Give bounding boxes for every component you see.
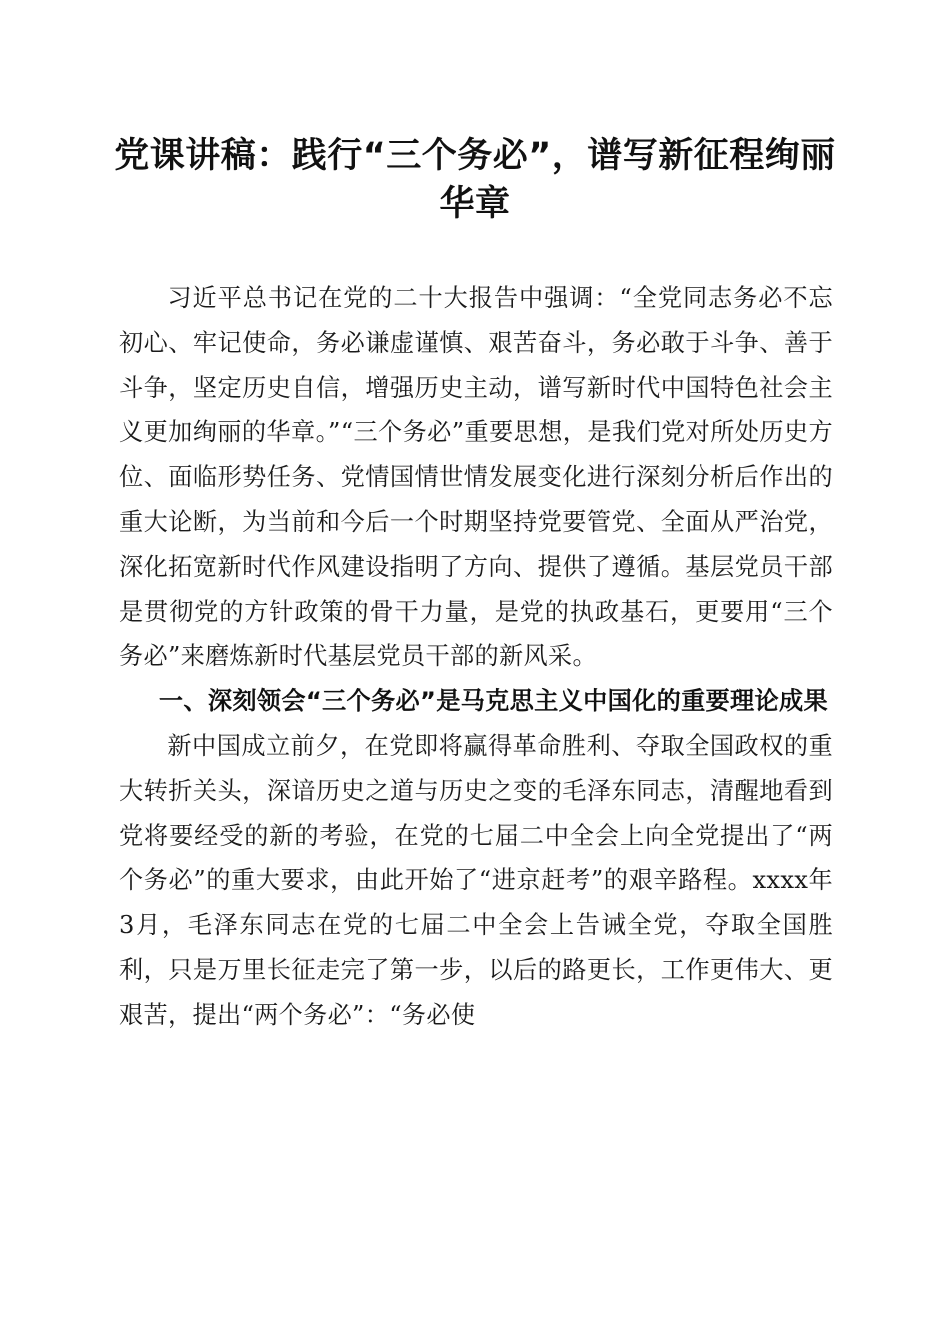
document-title: 党课讲稿：践行“三个务必”，谱写新征程绚丽华章 — [114, 136, 836, 224]
section-paragraph: 新中国成立前夕，在党即将赢得革命胜利、夺取全国政权的重大转折关头，深谙历史之道与历史之变的毛泽东同志，清醒地看到党将要经受的新的考验，在党的七届二中全会上向全党提出了“两个务必”的重大要求，由此开始了“进京赶考”的艰辛路程。xxxx年3月，毛泽东同志在党的七届二中全会上告诫全党，夺取全国胜利，只是万里长征走完了第一步，以后的路更长，工作更伟大、更艰苦，提出“两个务必”：“务必使 — [119, 731, 833, 1029]
intro-paragraph: 习近平总书记在党的二十大报告中强调：“全党同志务必不忘初心、牢记使命，务必谦虚谨慎、艰苦奋斗，务必敢于斗争、善于斗争，坚定历史自信，增强历史主动，谱写新时代中国特色社会主义更加绚丽的华章。”“三个务必”重要思想，是我们党对所处历史方位、面临形势任务、党情国情世情发展变化进行深刻分析后作出的重大论断，为当前和今后一个时期坚持党要管党、全面从严治党，深化拓宽新时代作风建设指明了方向、提供了遵循。基层党员干部是贯彻党的方针政策的骨干力量，是党的执政基石，更要用“三个务必”来磨炼新时代基层党员干部的新风采。 — [119, 284, 833, 671]
section-heading: 一、深刻领会“三个务必”是马克思主义中国化的重要理论成果 — [158, 687, 828, 716]
document-body — [119, 276, 833, 1038]
